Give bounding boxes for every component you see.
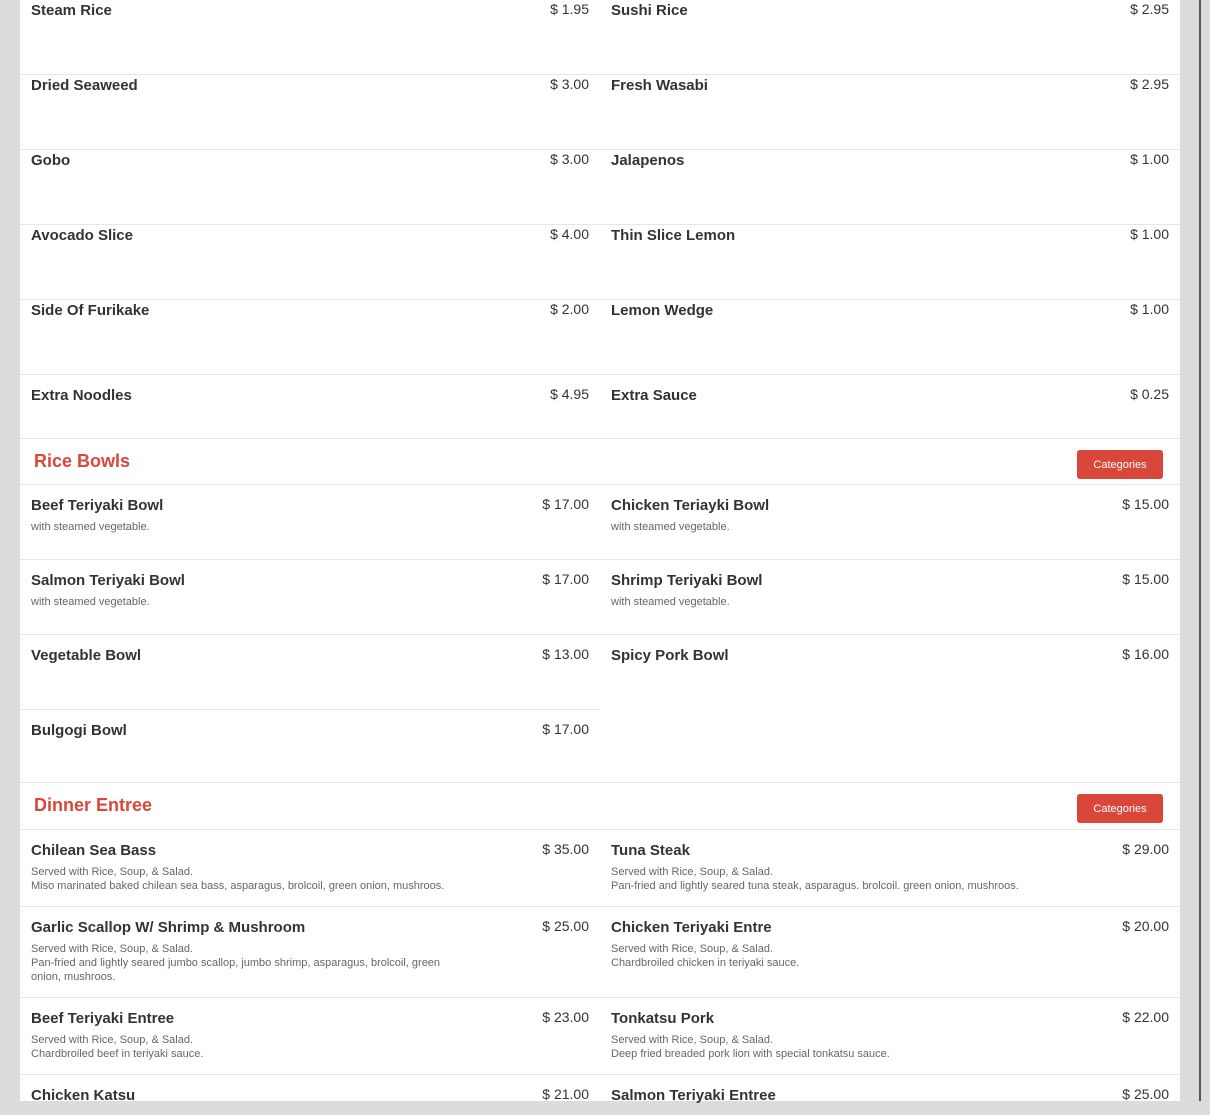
item-price: $ 2.95 xyxy=(1130,1,1169,17)
item-name: Salmon Teriyaki Entree xyxy=(611,1087,776,1104)
item-name: Chicken Teriayki Bowl xyxy=(611,497,770,514)
item-price: $ 4.00 xyxy=(550,226,589,242)
item-name: Sushi Rice xyxy=(611,2,688,19)
item-description xyxy=(31,865,451,893)
menu-item[interactable] xyxy=(600,0,1180,75)
item-price: $ 15.00 xyxy=(1122,496,1169,512)
item-name: Vegetable Bowl xyxy=(31,647,142,664)
item-description xyxy=(611,865,1051,893)
item-name: Chicken Teriyaki Entre xyxy=(611,919,772,936)
rice-bowls-header xyxy=(20,438,1180,485)
item-name: Beef Teriyaki Entree xyxy=(31,1010,175,1027)
served-with-note: Served with Rice, Soup, & Salad. xyxy=(31,943,194,955)
menu-item[interactable] xyxy=(20,225,600,300)
dinner-entree-grid xyxy=(20,830,1180,1115)
served-with-note: Served with Rice, Soup, & Salad. xyxy=(31,866,194,878)
item-detail: Chardbroiled chicken in teriyaki sauce. xyxy=(611,957,800,969)
item-price: $ 22.00 xyxy=(1122,1009,1169,1025)
menu-item[interactable] xyxy=(20,998,600,1075)
item-price: $ 17.00 xyxy=(542,571,589,587)
item-name: Extra Sauce xyxy=(611,387,697,404)
menu-item[interactable] xyxy=(20,300,600,375)
item-name: Fresh Wasabi xyxy=(611,77,708,94)
item-detail: Pan-fried and lightly seared tuna steak, asparagus. brolcoil. green onion, mushroos. xyxy=(611,880,1019,892)
item-name: Dried Seaweed xyxy=(31,77,138,94)
menu-item[interactable] xyxy=(600,225,1180,300)
served-with-note: Served with Rice, Soup, & Salad. xyxy=(31,1034,194,1046)
menu-item[interactable] xyxy=(20,830,600,907)
item-price: $ 15.00 xyxy=(1122,571,1169,587)
item-name: Beef Teriyaki Bowl xyxy=(31,497,164,514)
item-description xyxy=(611,1033,1031,1061)
item-description: with steamed vegetable. xyxy=(611,521,730,533)
menu-item[interactable] xyxy=(20,75,600,150)
menu-item[interactable] xyxy=(20,375,600,437)
served-with-note: Served with Rice, Soup, & Salad. xyxy=(611,943,774,955)
item-price: $ 21.00 xyxy=(542,1086,589,1102)
section-title: Rice Bowls xyxy=(34,451,131,471)
empty-cell xyxy=(600,710,1180,785)
item-price: $ 25.00 xyxy=(1122,1086,1169,1102)
item-price: $ 0.25 xyxy=(1130,386,1169,402)
item-name: Chicken Katsu xyxy=(31,1087,136,1104)
categories-button[interactable]: Categories xyxy=(1077,450,1163,479)
item-name: Garlic Scallop W/ Shrimp & Mushroom xyxy=(31,919,306,936)
item-name: Lemon Wedge xyxy=(611,302,714,319)
item-name: Bulgogi Bowl xyxy=(31,722,127,739)
menu-item[interactable] xyxy=(20,635,600,710)
item-name: Extra Noodles xyxy=(31,387,132,404)
item-name: Avocado Slice xyxy=(31,227,133,244)
rice-bowls-grid xyxy=(20,485,1180,785)
item-price: $ 2.95 xyxy=(1130,76,1169,92)
item-price: $ 25.00 xyxy=(542,918,589,934)
menu-item[interactable] xyxy=(20,560,600,635)
item-price: $ 4.95 xyxy=(550,386,589,402)
categories-button[interactable]: Categories xyxy=(1077,794,1163,823)
item-description: with steamed vegetable. xyxy=(31,596,150,608)
item-description xyxy=(611,942,1031,970)
menu-item[interactable] xyxy=(600,1075,1180,1115)
item-price: $ 3.00 xyxy=(550,151,589,167)
section-title: Dinner Entree xyxy=(34,795,153,815)
item-name: Salmon Teriyaki Bowl xyxy=(31,572,185,589)
menu-item[interactable] xyxy=(20,907,600,998)
item-name: Gobo xyxy=(31,152,71,169)
item-price: $ 3.00 xyxy=(550,76,589,92)
item-price: $ 1.00 xyxy=(1130,151,1169,167)
item-detail: Miso marinated baked chilean sea bass, asparagus, brolcoil, green onion, mushroos. xyxy=(31,880,445,892)
menu-item[interactable] xyxy=(600,485,1180,560)
menu-item[interactable] xyxy=(600,375,1180,437)
menu-item[interactable] xyxy=(600,907,1180,998)
item-detail: Deep fried breaded pork lion with special tonkatsu sauce. xyxy=(611,1048,890,1060)
item-price: $ 1.00 xyxy=(1130,301,1169,317)
item-price: $ 35.00 xyxy=(542,841,589,857)
item-price: $ 29.00 xyxy=(1122,841,1169,857)
item-price: $ 17.00 xyxy=(542,721,589,737)
item-price: $ 20.00 xyxy=(1122,918,1169,934)
item-name: Tuna Steak xyxy=(611,842,690,859)
item-name: Steam Rice xyxy=(31,2,112,19)
item-price: $ 16.00 xyxy=(1122,646,1169,662)
menu-item[interactable] xyxy=(20,710,600,785)
item-detail: Pan-fried and lightly seared jumbo scallop, jumbo shrimp, asparagus, brolcoil, green onion, mushroos. xyxy=(31,957,441,983)
scrollbar[interactable] xyxy=(1199,0,1201,1101)
menu-item[interactable] xyxy=(600,560,1180,635)
item-name: Spicy Pork Bowl xyxy=(611,647,729,664)
item-name: Thin Slice Lemon xyxy=(611,227,736,244)
dinner-entree-header xyxy=(20,782,1180,830)
menu-item[interactable] xyxy=(20,150,600,225)
item-name: Tonkatsu Pork xyxy=(611,1010,715,1027)
menu-item[interactable] xyxy=(600,150,1180,225)
item-description: with steamed vegetable. xyxy=(31,521,150,533)
item-price: $ 1.95 xyxy=(550,1,589,17)
item-price: $ 23.00 xyxy=(542,1009,589,1025)
item-name: Side Of Furikake xyxy=(31,302,150,319)
item-price: $ 1.00 xyxy=(1130,226,1169,242)
sides-grid xyxy=(20,0,1180,437)
menu-item[interactable] xyxy=(600,830,1180,907)
served-with-note: Served with Rice, Soup, & Salad. xyxy=(611,1034,774,1046)
item-price: $ 13.00 xyxy=(542,646,589,662)
item-name: Jalapenos xyxy=(611,152,685,169)
menu-item[interactable] xyxy=(20,0,600,75)
menu-item[interactable] xyxy=(600,998,1180,1075)
item-description: with steamed vegetable. xyxy=(611,596,730,608)
served-with-note: Served with Rice, Soup, & Salad. xyxy=(611,866,774,878)
item-detail: Chardbroiled beef in teriyaki sauce. xyxy=(31,1048,204,1060)
item-name: Chilean Sea Bass xyxy=(31,842,157,859)
menu-item[interactable] xyxy=(20,485,600,560)
menu-item[interactable] xyxy=(600,635,1180,710)
menu-item[interactable] xyxy=(600,75,1180,150)
menu-page xyxy=(20,0,1180,1104)
item-description xyxy=(31,1033,451,1061)
menu-item[interactable] xyxy=(20,1075,600,1115)
item-price: $ 2.00 xyxy=(550,301,589,317)
item-name: Shrimp Teriyaki Bowl xyxy=(611,572,763,589)
menu-item[interactable] xyxy=(600,300,1180,375)
item-description xyxy=(31,942,451,984)
item-price: $ 17.00 xyxy=(542,496,589,512)
